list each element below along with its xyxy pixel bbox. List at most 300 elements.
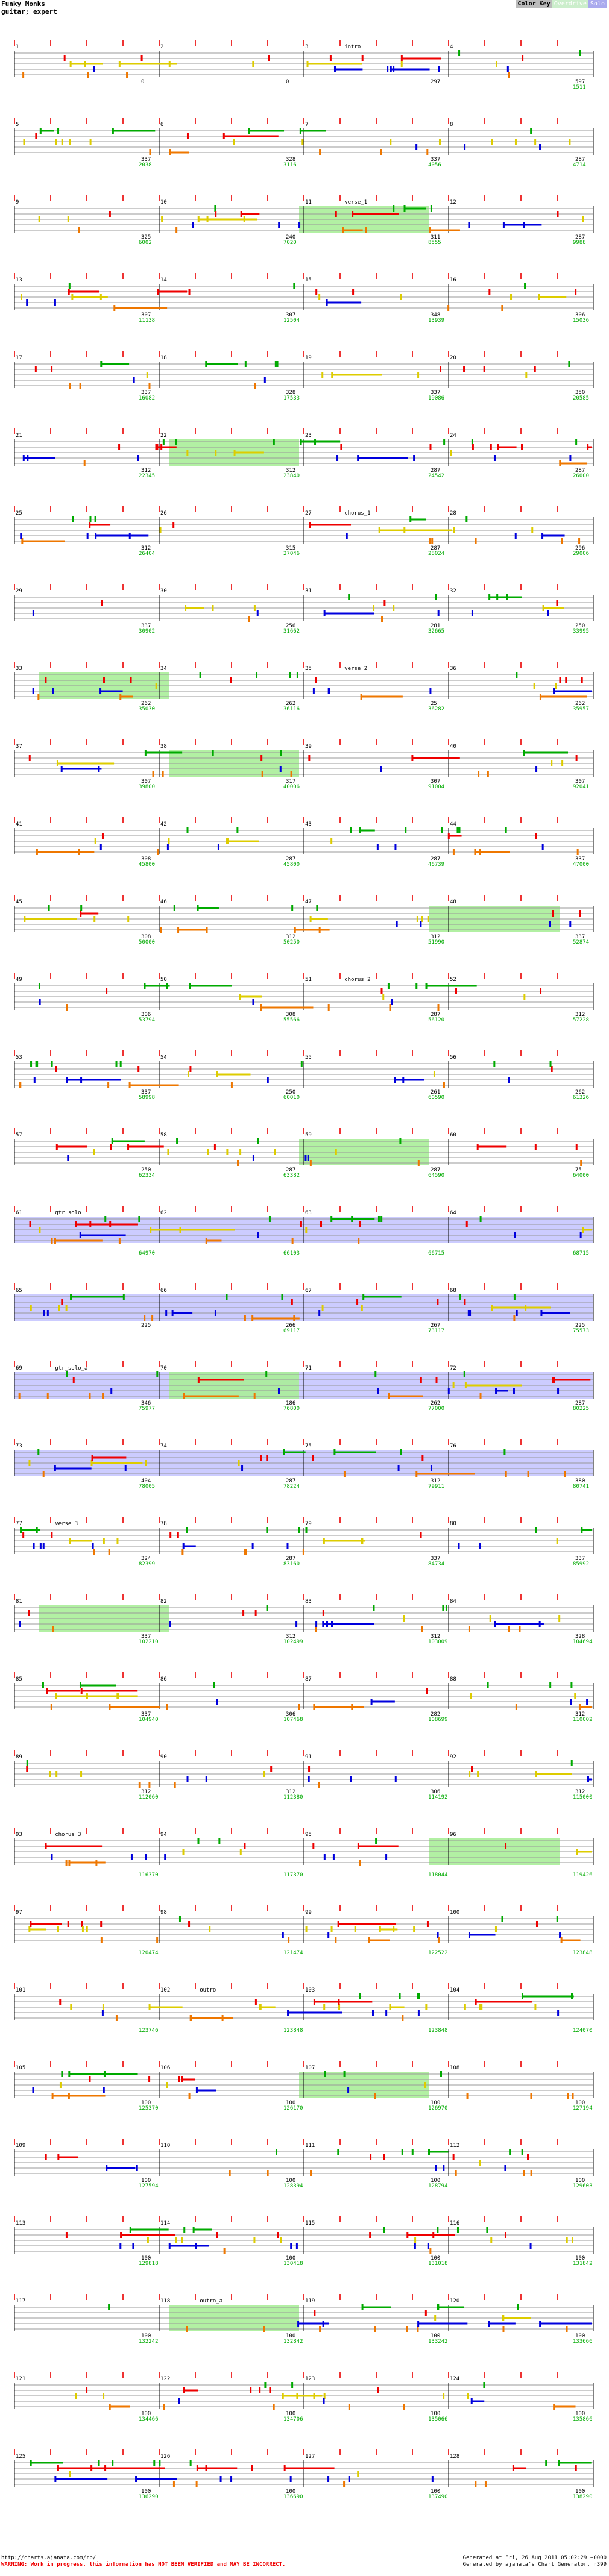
measure-score: 125370 (139, 2105, 159, 2111)
measure-score: 112380 (283, 1794, 303, 1800)
gem-note (327, 1932, 329, 1938)
measure-number: 100 (450, 1910, 460, 1916)
beat-marker (303, 195, 304, 201)
beat-marker (195, 2294, 196, 2300)
beat-marker (267, 118, 268, 124)
beat-marker (86, 1517, 87, 1523)
gem-note (340, 444, 342, 450)
gem-note (521, 444, 523, 450)
beat-marker (86, 1206, 87, 1212)
beat-marker (86, 817, 87, 823)
sustain-tail (31, 1923, 62, 1925)
gem-note (298, 1527, 300, 1533)
gem-note (575, 289, 576, 295)
measure-total: 256 (286, 623, 296, 629)
sustain-tail (332, 374, 382, 376)
gem-note (118, 444, 120, 450)
sustain-tail (227, 841, 259, 842)
beat-marker (557, 1128, 558, 1134)
gem-note (222, 2015, 224, 2021)
beat-marker (86, 2372, 87, 2378)
gem-note (160, 927, 162, 933)
beat-marker (303, 2216, 304, 2222)
gem-note (356, 1299, 358, 1305)
beat-marker (520, 1128, 522, 1134)
beat-marker (520, 2449, 522, 2455)
sustain-tail (56, 1696, 89, 1697)
section-label: verse_1 (344, 199, 368, 205)
gem-note (282, 1932, 284, 1938)
sustain-tail (115, 307, 167, 309)
measure-number: 45 (16, 899, 22, 905)
gem-note (33, 1543, 35, 1549)
beat-marker (303, 1594, 304, 1600)
gem-note (572, 2237, 573, 2243)
gem-note (188, 1921, 190, 1927)
sustain-tail (364, 1296, 402, 1298)
gem-note (66, 1860, 68, 1866)
beat-marker (412, 973, 413, 979)
measure-score: 82399 (139, 1561, 156, 1567)
beat-marker (557, 973, 558, 979)
gem-note (479, 849, 481, 855)
gem-note (349, 2476, 350, 2482)
measure-number: 9 (16, 199, 19, 205)
beat-marker (557, 118, 558, 124)
measure-score: 36282 (428, 706, 445, 712)
measure-total: 404 (141, 1478, 151, 1484)
beat-marker (520, 118, 522, 124)
gem-note (552, 910, 554, 917)
gem-note (156, 683, 157, 689)
beat-marker (267, 739, 268, 745)
measure-number: 119 (305, 2298, 315, 2304)
section-label: chorus_2 (344, 977, 371, 983)
beat-marker (159, 2294, 160, 2300)
beat-marker (50, 273, 51, 279)
gem-note (441, 827, 443, 833)
measure-score: 66103 (283, 1250, 300, 1256)
measure-number: 110 (160, 2143, 171, 2149)
gem-note (306, 1527, 308, 1533)
beat-marker (484, 1050, 485, 1056)
sustain-tail (224, 136, 278, 137)
beat-marker (195, 1983, 196, 1989)
measure-total: 0 (141, 79, 145, 85)
gem-note (443, 439, 445, 445)
gem-note (30, 1061, 32, 1067)
measure-total: 100 (431, 2178, 441, 2184)
gem-note (488, 289, 490, 295)
sustain-tail (150, 2007, 183, 2008)
measure-score: 135866 (573, 2416, 593, 2422)
sustain-tail (343, 230, 363, 231)
gem-note (417, 916, 418, 922)
sustain-tail (253, 1318, 300, 1320)
sustain-tail (539, 296, 566, 298)
gem-note (148, 383, 150, 389)
gem-note (531, 2170, 532, 2176)
gem-note (160, 527, 162, 533)
sustain-tail (324, 1540, 365, 1542)
sustain-tail (582, 1529, 592, 1531)
measure-number: 126 (160, 2454, 171, 2460)
beat-marker (339, 1439, 341, 1445)
beat-marker (267, 506, 268, 512)
beat-marker (14, 2294, 15, 2300)
beat-marker (231, 895, 232, 901)
gem-note (22, 1532, 24, 1538)
beat-marker (376, 584, 377, 590)
gem-note (534, 683, 535, 689)
sustain-tail (362, 2307, 391, 2308)
measure-total: 337 (575, 1556, 585, 1562)
sustain-tail (110, 1706, 160, 1708)
beat-marker (520, 1283, 522, 1290)
measure-score: 27046 (283, 551, 300, 557)
gem-note (534, 2004, 536, 2010)
gem-note (414, 2237, 416, 2243)
gem-note (434, 2315, 436, 2321)
gem-note (579, 50, 581, 56)
gem-note (478, 771, 479, 777)
gem-note (559, 1932, 561, 1938)
gem-note (186, 1527, 188, 1533)
gem-note (183, 2227, 185, 2233)
beat-marker (412, 273, 413, 279)
measure-number: 95 (305, 1832, 312, 1838)
gem-note (470, 1693, 472, 1699)
gem-note (230, 677, 232, 683)
gem-note (281, 1294, 283, 1300)
measure-score: 119426 (573, 1872, 593, 1878)
beat-marker (484, 662, 485, 668)
gem-note (75, 2393, 77, 2399)
beat-marker (86, 2061, 87, 2067)
beat-marker (195, 506, 196, 512)
gem-note (403, 2404, 405, 2410)
sustain-tail (429, 2151, 448, 2153)
sustain-tail (178, 929, 207, 931)
gem-note (323, 2004, 325, 2010)
measure-total: 100 (141, 2333, 151, 2339)
measure-number: 30 (160, 588, 167, 594)
measure-score: 122522 (428, 1950, 448, 1956)
sustain-tail (249, 130, 284, 132)
gem-note (569, 921, 571, 927)
gem-note (147, 372, 148, 378)
gem-note (254, 383, 256, 389)
gem-note (524, 283, 526, 289)
measure-score: 104940 (139, 1717, 159, 1723)
measure-total: 261 (431, 1089, 441, 1095)
beat-marker (231, 1128, 232, 1134)
measure-score: 8555 (428, 240, 441, 246)
beat-marker (267, 1050, 268, 1056)
gem-note (227, 838, 229, 844)
beat-marker (484, 1439, 485, 1445)
gem-note (93, 1549, 95, 1555)
sustain-tail (30, 1929, 46, 1931)
gem-note (484, 366, 485, 372)
beat-marker (231, 1828, 232, 1834)
gem-note (187, 133, 189, 139)
gem-note (377, 844, 379, 850)
beat-marker (122, 973, 124, 979)
gem-note (440, 366, 441, 372)
gem-note (383, 2154, 385, 2160)
beat-marker (557, 1050, 558, 1056)
gem-note (52, 1626, 54, 1632)
measure-score: 123746 (139, 2028, 159, 2034)
measure-total: 250 (575, 623, 585, 629)
measure-score: 129818 (139, 2261, 159, 2267)
gem-note (110, 1144, 112, 1150)
measure-number: 103 (305, 1987, 315, 1993)
sustain-tail (295, 929, 329, 931)
beat-marker (448, 1439, 449, 1445)
beat-marker (448, 662, 449, 668)
beat-marker (412, 1128, 413, 1134)
beat-marker (195, 1439, 196, 1445)
sustain-tail (537, 1773, 572, 1775)
sustain-tail (145, 752, 182, 754)
color-key-overdrive: Overdrive (552, 0, 588, 8)
measure-number: 62 (160, 1210, 167, 1216)
beat-marker (448, 1361, 449, 1367)
measure-total: 25 (431, 701, 437, 707)
beat-marker (231, 817, 232, 823)
gem-note (534, 366, 536, 372)
measure-score: 133666 (573, 2339, 593, 2345)
gem-note (361, 1305, 363, 1311)
beat-marker (195, 1361, 196, 1367)
beat-marker (412, 1983, 413, 1989)
gem-note (486, 2227, 488, 2233)
beat-marker (267, 1672, 268, 1678)
sustain-tail (360, 830, 375, 832)
gem-note (505, 1471, 507, 1477)
beat-marker (159, 1672, 160, 1678)
sustain-tail (283, 2395, 322, 2397)
gem-note (52, 688, 54, 694)
measure-score: 102210 (139, 1639, 159, 1645)
sustain-tail (57, 1146, 87, 1148)
beat-marker (267, 817, 268, 823)
beat-marker (159, 2139, 160, 2145)
beat-marker (267, 1828, 268, 1834)
measure-total: 250 (141, 1167, 151, 1173)
gem-note (418, 1993, 420, 1999)
measure-score: 75977 (139, 1406, 156, 1412)
gem-note (319, 149, 321, 155)
measure-total: 100 (575, 2333, 585, 2339)
sustain-tail (449, 835, 461, 837)
gem-note (505, 2232, 506, 2238)
gem-note (226, 1294, 227, 1300)
beat-marker (14, 2372, 15, 2378)
beat-marker (50, 2449, 51, 2455)
measure-score: 32665 (428, 628, 445, 635)
measure-score: 51990 (428, 939, 445, 945)
gem-note (425, 2310, 427, 2316)
gem-note (413, 455, 415, 461)
sustain-tail (371, 1701, 395, 1703)
beat-marker (303, 1128, 304, 1134)
beat-marker (339, 2061, 341, 2067)
sustain-tail (560, 463, 587, 465)
beat-marker (557, 1361, 558, 1367)
measure-total: 312 (141, 545, 151, 551)
beat-marker (448, 584, 449, 590)
beat-marker (267, 1206, 268, 1212)
beat-marker (195, 1905, 196, 1911)
gem-note (558, 1615, 560, 1622)
gem-note (67, 1155, 69, 1161)
beat-marker (50, 1517, 51, 1523)
gem-note (493, 1061, 495, 1067)
beat-marker (14, 2061, 15, 2067)
beat-marker (86, 895, 87, 901)
sustain-tail (158, 291, 187, 293)
measure-number: 104 (450, 1987, 460, 1993)
measure-number: 37 (16, 744, 22, 750)
measure-number: 14 (160, 277, 167, 283)
sustain-tail (130, 2229, 168, 2231)
measure-score: 114192 (428, 1794, 448, 1800)
gem-note (257, 1138, 259, 1144)
gem-note (438, 66, 440, 72)
beat-marker (557, 1905, 558, 1911)
sustain-tail (324, 613, 374, 615)
beat-marker (86, 1128, 87, 1134)
measure-number: 125 (16, 2454, 26, 2460)
beat-marker (231, 1750, 232, 1756)
gem-note (579, 910, 581, 917)
measure-score: 76800 (283, 1406, 300, 1412)
measure-number: 7 (305, 122, 309, 128)
gem-note (429, 538, 431, 544)
gem-note (400, 294, 402, 300)
sustain-tail (55, 1240, 102, 1242)
gem-note (273, 2404, 275, 2410)
beat-marker (412, 2139, 413, 2145)
gem-note (125, 1465, 127, 1471)
measure-number: 60 (450, 1132, 456, 1138)
gem-note (291, 1299, 293, 1305)
gem-note (472, 439, 473, 445)
beat-marker (303, 739, 304, 745)
measure-score: 129603 (573, 2183, 593, 2189)
beat-marker (339, 351, 341, 357)
beat-marker (267, 273, 268, 279)
beat-marker (376, 2372, 377, 2378)
gem-note (414, 2243, 416, 2249)
measure-total: 266 (286, 1323, 296, 1329)
gem-note (437, 1299, 438, 1305)
beat-marker (50, 1283, 51, 1290)
beat-marker (195, 1128, 196, 1134)
gem-note (442, 1605, 444, 1611)
measure-score: 61326 (573, 1095, 590, 1101)
measure-score: 107468 (283, 1717, 303, 1723)
beat-marker (122, 1206, 124, 1212)
sustain-tail (71, 63, 103, 65)
measure-number: 117 (16, 2298, 26, 2304)
gem-note (389, 1004, 391, 1011)
beat-marker (557, 2139, 558, 2145)
gem-note (229, 2170, 231, 2176)
gem-note (147, 2237, 149, 2243)
gem-note (266, 1455, 268, 1461)
beat-marker (195, 1283, 196, 1290)
gem-note (455, 2170, 457, 2176)
gem-note (567, 2093, 569, 2099)
beat-marker (303, 895, 304, 901)
beat-marker (14, 739, 15, 745)
sustain-tail (198, 907, 219, 909)
beat-marker (376, 817, 377, 823)
beat-marker (412, 2294, 413, 2300)
measure-number: 102 (160, 1987, 171, 1993)
measure-number: 92 (450, 1754, 456, 1760)
gem-note (434, 1071, 435, 1077)
gem-note (280, 2237, 282, 2243)
beat-marker (195, 428, 196, 434)
beat-marker (50, 973, 51, 979)
gem-note (331, 1621, 333, 1627)
gem-note (68, 216, 69, 222)
measure-total: 225 (575, 1323, 585, 1329)
beat-marker (339, 1128, 341, 1134)
gem-note (280, 750, 282, 756)
measure-number: 99 (305, 1910, 312, 1916)
gem-note (159, 2460, 160, 2466)
gem-note (277, 361, 279, 367)
measure-number: 58 (160, 1132, 167, 1138)
beat-marker (339, 1361, 341, 1367)
beat-marker (122, 2139, 124, 2145)
sustain-tail (489, 2323, 516, 2325)
sustain-tail (207, 219, 222, 221)
sustain-tail (55, 2478, 107, 2480)
beat-marker (484, 1361, 485, 1367)
beat-marker (50, 2061, 51, 2067)
measure-number: 115 (305, 2220, 315, 2227)
gem-note (138, 1216, 140, 1222)
sustain-tail (92, 1462, 142, 1464)
beat-marker (339, 273, 341, 279)
gem-note (166, 2082, 168, 2088)
gem-note (148, 1782, 150, 1788)
beat-marker (520, 1517, 522, 1523)
measure-score: 22345 (139, 473, 156, 479)
gem-note (464, 2004, 466, 2010)
measure-number: 85 (16, 1676, 22, 1682)
beat-marker (339, 1517, 341, 1523)
gem-note (264, 2382, 266, 2388)
gem-note (179, 1916, 181, 1922)
beat-marker (412, 1283, 413, 1290)
gem-note (475, 2481, 476, 2487)
gem-note (200, 672, 201, 678)
sustain-tail (206, 363, 238, 365)
gem-note (485, 2481, 487, 2487)
beat-marker (159, 2372, 160, 2378)
measure-score: 45800 (139, 862, 156, 868)
beat-marker (303, 2294, 304, 2300)
footer-url[interactable]: http://charts.ajanata.com/rb/ (1, 2555, 96, 2561)
